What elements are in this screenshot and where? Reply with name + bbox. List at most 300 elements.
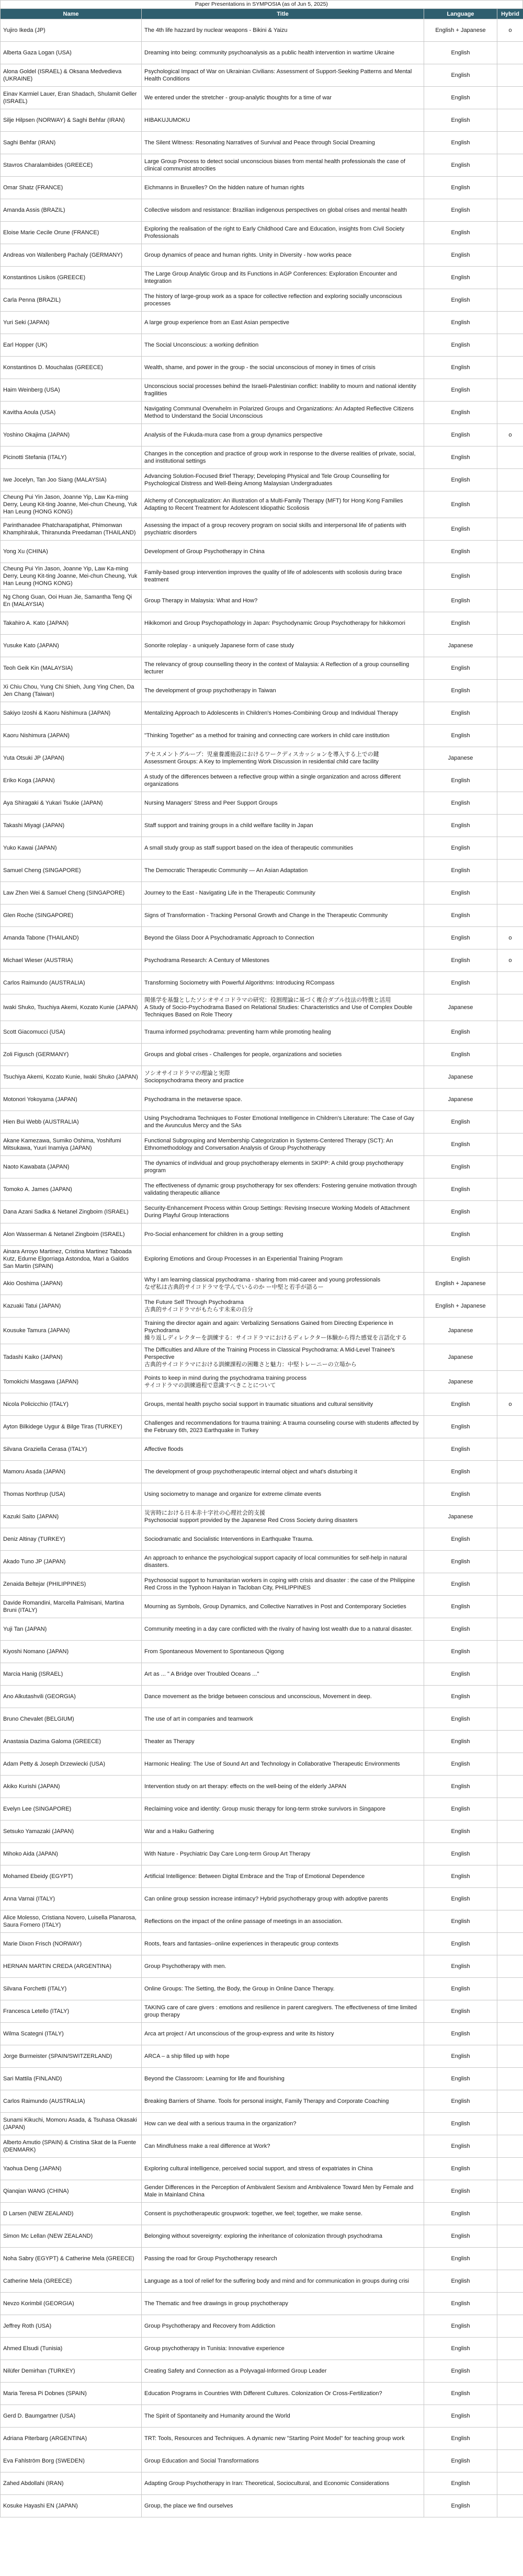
title-line: Affective floods (144, 1446, 184, 1452)
language-cell: English (424, 1134, 497, 1156)
title-cell (142, 1910, 424, 1933)
presenter-name-cell: Kaoru Nishimura (JAPAN) (1, 725, 142, 747)
presenter-name-cell: Qianqian WANG (CHINA) (1, 2180, 142, 2203)
language-cell: English (424, 702, 497, 725)
presenter-name-cell: Zahed Abdollahi (IRAN) (1, 2472, 142, 2495)
hybrid-cell (497, 2113, 523, 2135)
title-line: The Democratic Therapeutic Community — An Asian Adaptation (144, 867, 308, 874)
table-caption: Paper Presentations in SYMPOSIA (as of Jun 5, 2025) (0, 0, 523, 8)
presenter-name-cell: Einav Karmiel Lauer, Eran Shadach, Shulamit Geller (ISRAEL) (1, 87, 142, 109)
presenter-name-cell: Yuri Seki (JAPAN) (1, 312, 142, 334)
language-cell: English (424, 1021, 497, 1044)
table-row (1, 1776, 523, 1798)
hybrid-cell (497, 1528, 523, 1551)
title-cell (142, 792, 424, 815)
table-row (1, 244, 523, 267)
title-line: The Large Group Analytic Group and its Functions in AGP Conferences: Exploration Encounter and Integration (144, 271, 397, 284)
presenter-name-cell: Parinthanadee Phatcharapatiphat, Phimonwan Khamphiraluk, Thiranunda Preedaman (THAILAND) (1, 518, 142, 541)
title-line: Education Programs in Countries With Different Cultures. Colonization Or Cross-Fertilization? (144, 2390, 382, 2397)
table-row (1, 2472, 523, 2495)
title-cell (142, 1506, 424, 1528)
title-line: "Thinking Together" as a method for training and connecting care workers in child care institution (144, 732, 390, 739)
table-row (1, 64, 523, 87)
hybrid-cell (497, 2360, 523, 2383)
title-cell (142, 289, 424, 312)
table-row (1, 1273, 523, 1295)
presenter-name-cell: Silvana Forchetti (ITALY) (1, 1978, 142, 2000)
title-cell (142, 1843, 424, 1865)
language-cell: English (424, 1393, 497, 1416)
language-cell: English (424, 289, 497, 312)
title-line: Exploring the realisation of the right to Early Childhood Care and Education, insights from Civil Society Professionals (144, 226, 405, 239)
presenter-name-cell: Carla Penna (BRAZIL) (1, 289, 142, 312)
hybrid-cell: o (497, 949, 523, 972)
table-row (1, 2045, 523, 2068)
title-cell (142, 2338, 424, 2360)
title-cell (142, 563, 424, 590)
title-line: Group Psychotherapy and Recovery from Addiction (144, 2323, 276, 2329)
title-line: Advancing Solution-Focused Brief Therapy; Developing Physical and Tele Group Counselling for Psychological Distress and Well-Being Among Malaysian Undergraduates (144, 473, 390, 487)
hybrid-cell (497, 2315, 523, 2338)
language-cell: English (424, 1798, 497, 1821)
title-line: Theater as Therapy (144, 1738, 195, 1745)
hybrid-cell (497, 1506, 523, 1528)
title-cell (142, 244, 424, 267)
presenter-name-cell: Konstantinos Lisikos (GREECE) (1, 267, 142, 289)
language-cell: Japanese (424, 1344, 497, 1371)
table-row (1, 289, 523, 312)
hybrid-cell (497, 1089, 523, 1111)
language-cell: Japanese (424, 747, 497, 770)
table-row (1, 334, 523, 357)
table-row (1, 1371, 523, 1393)
title-cell (142, 1618, 424, 1641)
hybrid-cell (497, 2248, 523, 2270)
title-line: Staff support and training groups in a child welfare facility in Japan (144, 822, 313, 829)
presenter-name-cell: Sari Mattila (FINLAND) (1, 2068, 142, 2090)
table-row (1, 1955, 523, 1978)
table-row (1, 177, 523, 199)
hybrid-cell (497, 1821, 523, 1843)
hybrid-cell (497, 1888, 523, 1910)
title-cell (142, 747, 424, 770)
presenter-name-cell: Nicola Policicchio (ITALY) (1, 1393, 142, 1416)
presenter-name-cell: Haim Weinberg (USA) (1, 379, 142, 402)
hybrid-cell (497, 1318, 523, 1344)
title-cell (142, 1223, 424, 1246)
presenter-name-cell: Akiko Kurishi (JAPAN) (1, 1776, 142, 1798)
title-cell (142, 109, 424, 132)
hybrid-cell (497, 2180, 523, 2203)
table-row (1, 2428, 523, 2450)
table-row (1, 109, 523, 132)
language-cell: English (424, 177, 497, 199)
title-cell (142, 1551, 424, 1573)
presenter-name-cell: Aya Shiragaki & Yukari Tsukie (JAPAN) (1, 792, 142, 815)
presenter-name-cell: Cheung Pui Yin Jason, Joanne Yip, Law Ka-ming Derry, Leung Kit-ting Joanne, Mei-chun Cheung, Yuk Han Leung (HONG KONG) (1, 563, 142, 590)
title-cell (142, 2405, 424, 2428)
language-cell: English (424, 1573, 497, 1596)
title-cell (142, 1461, 424, 1483)
presenter-name-cell: Silvana Graziella Cerasa (ITALY) (1, 1438, 142, 1461)
title-cell (142, 2000, 424, 2023)
hybrid-cell (497, 2472, 523, 2495)
presenter-name-cell: Saghi Behfar (IRAN) (1, 132, 142, 154)
title-line: Group, the place we find ourselves (144, 2503, 233, 2509)
hybrid-cell (497, 2023, 523, 2045)
title-cell (142, 2383, 424, 2405)
table-row (1, 2405, 523, 2428)
language-cell: English (424, 927, 497, 949)
presenter-name-cell: Akio Ooshima (JAPAN) (1, 1273, 142, 1295)
title-cell (142, 1246, 424, 1273)
presenter-name-cell: Kosuke Hayashi EN (JAPAN) (1, 2495, 142, 2517)
title-line: The Spirit of Spontaneity and Humanity around the World (144, 2413, 290, 2419)
title-cell (142, 1865, 424, 1888)
presenter-name-cell: Ano Alkutashvili (GEORGIA) (1, 1686, 142, 1708)
hybrid-cell (497, 379, 523, 402)
language-cell: English (424, 680, 497, 702)
table-row (1, 590, 523, 612)
title-line: Beyond the Classroom: Learning for life and flourishing (144, 2076, 285, 2082)
table-row (1, 563, 523, 590)
title-cell (142, 402, 424, 424)
title-line: Roots, fears and fantasies--online experiences in therapeutic group contexts (144, 1941, 339, 1947)
table-row (1, 860, 523, 882)
title-line: Adapting Group Psychotherapy in Iran: Theoretical, Sociocultural, and Economic Considerations (144, 2480, 390, 2487)
presenter-name-cell: Adriana Piterbarg (ARGENTINA) (1, 2428, 142, 2450)
title-cell (142, 882, 424, 905)
title-cell (142, 199, 424, 222)
presenter-name-cell: Samuel Cheng (SINGAPORE) (1, 860, 142, 882)
title-cell (142, 1393, 424, 1416)
table-row (1, 1888, 523, 1910)
presenter-name-cell: Takashi Miyagi (JAPAN) (1, 815, 142, 837)
language-cell: English (424, 312, 497, 334)
language-cell: English (424, 2045, 497, 2068)
hybrid-cell (497, 1933, 523, 1955)
hybrid-cell (497, 491, 523, 518)
presenter-name-cell: Alon Wasserman & Netanel Zingboim (ISRAEL) (1, 1223, 142, 1246)
hybrid-cell (497, 837, 523, 860)
presenter-name-cell: Bruno Chevalet (BELGIUM) (1, 1708, 142, 1731)
presenter-name-cell: D Larsen (NEW ZEALAND) (1, 2203, 142, 2225)
title-cell (142, 680, 424, 702)
language-cell: English (424, 87, 497, 109)
title-cell (142, 1438, 424, 1461)
table-row (1, 2360, 523, 2383)
title-line-secondary: 古典的サイコドラマがもたらす未来の自分 (144, 1307, 253, 1313)
presenter-name-cell: Nevzo Korimbil (GEORGIA) (1, 2293, 142, 2315)
table-row (1, 132, 523, 154)
hybrid-cell (497, 1708, 523, 1731)
language-cell: Japanese (424, 1318, 497, 1344)
title-line: The development of group psychotherapy in Taiwan (144, 688, 276, 694)
title-line: HIBAKUJUMOKU (144, 117, 190, 123)
presenter-name-cell: Cheung Pui Yin Jason, Joanne Yip, Law Ka-ming Derry, Leung Kit-ting Joanne, Mei-chun Cheung, Yuk Han Leung (HONG KONG) (1, 491, 142, 518)
presenter-name-cell: Simon Mc Lellan (NEW ZEALAND) (1, 2225, 142, 2248)
title-cell (142, 1708, 424, 1731)
hybrid-cell (497, 87, 523, 109)
language-cell: English (424, 2428, 497, 2450)
presenter-name-cell: Yuji Tan (JAPAN) (1, 1618, 142, 1641)
hybrid-cell (497, 1686, 523, 1708)
title-cell (142, 518, 424, 541)
presenter-name-cell: Yuta Otsuki JP (JAPAN) (1, 747, 142, 770)
title-line: Family-based group intervention improves the quality of life of adolescents with scoliosis during brace treatment (144, 569, 402, 583)
title-line: Why I am learning classical psychodrama - sharing from mid-career and young professionals (144, 1277, 381, 1283)
table-row (1, 680, 523, 702)
presenter-name-cell: Sakiyo Izoshi & Kaoru Nishimura (JAPAN) (1, 702, 142, 725)
table-row (1, 1021, 523, 1044)
language-cell: English (424, 1416, 497, 1438)
hybrid-cell (497, 680, 523, 702)
hybrid-cell (497, 64, 523, 87)
language-cell: English (424, 1438, 497, 1461)
hybrid-cell: o (497, 927, 523, 949)
table-row (1, 949, 523, 972)
table-row (1, 1708, 523, 1731)
language-cell: English (424, 357, 497, 379)
table-row (1, 792, 523, 815)
language-cell: English (424, 64, 497, 87)
title-line: Transforming Sociometry with Powerful Algorithms: Introducing RCompass (144, 980, 335, 986)
language-cell: English (424, 563, 497, 590)
hybrid-cell (497, 905, 523, 927)
title-line: Creating Safety and Connection as a Polyvagal-Informed Group Leader (144, 2368, 327, 2374)
table-row (1, 2248, 523, 2270)
title-line: Group Therapy in Malaysia: What and How? (144, 598, 258, 604)
title-line: Dreaming into being: community psychoanalysis as a public health intervention in wartime Ukraine (144, 50, 395, 56)
title-line: Intervention study on art therapy: effects on the well-being of the elderly JAPAN (144, 1783, 347, 1790)
hybrid-cell (497, 1066, 523, 1089)
hybrid-cell (497, 1178, 523, 1201)
table-row (1, 199, 523, 222)
language-cell: Japanese (424, 1066, 497, 1089)
title-cell (142, 2495, 424, 2517)
title-line: Reclaiming voice and identity: Group music therapy for long-term stroke survivors in Singapore (144, 1806, 385, 1812)
presenter-name-cell: Motonori Yokoyama (JAPAN) (1, 1089, 142, 1111)
hybrid-cell (497, 612, 523, 635)
title-cell (142, 1776, 424, 1798)
table-row (1, 1089, 523, 1111)
table-row (1, 1731, 523, 1753)
table-row (1, 1663, 523, 1686)
language-cell: English (424, 2472, 497, 2495)
table-row (1, 2000, 523, 2023)
table-row (1, 1318, 523, 1344)
presenter-name-cell: Eva Fahlström Borg (SWEDEN) (1, 2450, 142, 2472)
language-cell: English (424, 1753, 497, 1776)
title-line: We entered under the stretcher - group-analytic thoughts for a time of war (144, 95, 332, 101)
title-line: Group Education and Social Transformations (144, 2458, 259, 2464)
title-cell (142, 379, 424, 402)
hybrid-cell (497, 1596, 523, 1618)
presenter-name-cell: Yoshino Okajima (JAPAN) (1, 424, 142, 446)
hybrid-cell (497, 1955, 523, 1978)
language-cell: English (424, 1821, 497, 1843)
table-row (1, 2293, 523, 2315)
language-cell: English (424, 1528, 497, 1551)
table-row (1, 1134, 523, 1156)
language-cell: English (424, 267, 497, 289)
table-row (1, 1393, 523, 1416)
hybrid-cell (497, 994, 523, 1021)
title-line: Psychosocial support to humanitarian workers in coping with crisis and disaster : the case of the Philippine Red Cross in the Typhoon Haiyan in Tacloban City, PHILIPPINES (144, 1577, 415, 1591)
title-line: Nursing Managers' Stress and Peer Support Groups (144, 800, 278, 806)
hybrid-cell (497, 1843, 523, 1865)
title-cell (142, 132, 424, 154)
presenter-name-cell: Deniz Altinay (TURKEY) (1, 1528, 142, 1551)
table-row (1, 1910, 523, 1933)
presenter-name-cell: Adam Petty & Joseph Drzewiecki (USA) (1, 1753, 142, 1776)
presenter-name-cell: Tomoko A. James (JAPAN) (1, 1178, 142, 1201)
hybrid-cell (497, 747, 523, 770)
presenter-name-cell: Teoh Geik Kin (MALAYSIA) (1, 657, 142, 680)
title-line: Can online group session increase intimacy? Hybrid psychotherapy group with adoptive parents (144, 1896, 388, 1902)
hybrid-cell (497, 2383, 523, 2405)
title-cell (142, 334, 424, 357)
hybrid-cell (497, 541, 523, 563)
table-row (1, 312, 523, 334)
presenter-name-cell: Akado Tuno JP (JAPAN) (1, 1551, 142, 1573)
presenter-name-cell: Kavitha Aoula (USA) (1, 402, 142, 424)
title-cell (142, 42, 424, 64)
title-line: Mourning as Symbols, Group Dynamics, and Collective Narratives in Post and Contemporary Societies (144, 1604, 406, 1610)
language-cell: English (424, 1461, 497, 1483)
title-cell (142, 1753, 424, 1776)
table-row (1, 469, 523, 491)
title-line: Sociodramatic and Socialistic Interventions in Earthquake Trauma. (144, 1536, 314, 1542)
language-cell: English (424, 1686, 497, 1708)
table-row (1, 1201, 523, 1223)
table-row (1, 446, 523, 469)
table-row (1, 1798, 523, 1821)
table-row (1, 1843, 523, 1865)
table-row (1, 1753, 523, 1776)
language-cell: English (424, 469, 497, 491)
title-line: Reflections on the impact of the online passage of meetings in an association. (144, 1918, 343, 1925)
table-row (1, 1978, 523, 2000)
presenter-name-cell: Stavros Charalambides (GREECE) (1, 154, 142, 177)
language-cell: English (424, 2293, 497, 2315)
hybrid-cell (497, 357, 523, 379)
title-cell (142, 177, 424, 199)
table-row (1, 1066, 523, 1089)
presenter-name-cell: Dana Azani Sadka & Netanel Zingboim (ISRAEL) (1, 1201, 142, 1223)
title-cell (142, 222, 424, 244)
presenter-name-cell: Davide Romandini, Marcella Palmisani, Martina Bruni (ITALY) (1, 1596, 142, 1618)
table-row (1, 518, 523, 541)
title-line: The Social Unconscious: a working definition (144, 342, 259, 348)
table-row (1, 1686, 523, 1708)
presenter-name-cell: Yusuke Kato (JAPAN) (1, 635, 142, 657)
language-cell: English (424, 2068, 497, 2090)
hybrid-cell (497, 1201, 523, 1223)
title-line: 関係学を基盤としたソシオサイコドラマの研究：役割理論に基づく複合ダブル技法の特徴と活用 (144, 997, 391, 1003)
table-row (1, 2450, 523, 2472)
table-row (1, 1044, 523, 1066)
language-cell: English (424, 1596, 497, 1618)
title-cell (142, 64, 424, 87)
language-cell: Japanese (424, 1506, 497, 1528)
language-cell: English (424, 612, 497, 635)
language-cell: English (424, 402, 497, 424)
title-cell (142, 491, 424, 518)
language-cell: English (424, 2383, 497, 2405)
hybrid-cell (497, 590, 523, 612)
table-row (1, 1438, 523, 1461)
title-cell (142, 612, 424, 635)
presenter-name-cell: Setsuko Yamazaki (JAPAN) (1, 1821, 142, 1843)
presenter-name-cell: Anna Varnai (ITALY) (1, 1888, 142, 1910)
table-row (1, 815, 523, 837)
presenter-name-cell: Yujiro Ikeda (JP) (1, 19, 142, 42)
language-cell: English (424, 2090, 497, 2113)
table-row (1, 837, 523, 860)
title-cell (142, 770, 424, 792)
title-line: Mentalizing Approach to Adolescents in Children's Homes-Combining Group and Individual Therapy (144, 710, 398, 716)
presenter-name-cell: Zenaida Beltejar (PHILIPPINES) (1, 1573, 142, 1596)
table-row (1, 19, 523, 42)
title-cell (142, 2180, 424, 2203)
language-cell: English (424, 1201, 497, 1223)
presenter-name-cell: Konstantinos D. Mouchalas (GREECE) (1, 357, 142, 379)
title-cell (142, 1528, 424, 1551)
presenter-name-cell: HERNAN MARTIN CREDA (ARGENTINA) (1, 1955, 142, 1978)
hybrid-cell (497, 1776, 523, 1798)
title-line: Eichmanns in Bruxelles? On the hidden nature of human rights (144, 185, 304, 191)
table-row (1, 2203, 523, 2225)
language-cell: English (424, 1044, 497, 1066)
hybrid-cell (497, 563, 523, 590)
title-cell (142, 2472, 424, 2495)
title-line: The effectiveness of dynamic group psychotherapy for sex offenders: Fostering genuine motivation through validating therapeutic alliance (144, 1183, 417, 1196)
table-row (1, 541, 523, 563)
hybrid-cell (497, 334, 523, 357)
table-row (1, 2225, 523, 2248)
table-row (1, 1246, 523, 1273)
title-line: ARCA – a ship filled up with hope (144, 2053, 230, 2059)
title-line: Passing the road for Group Psychotherapy research (144, 2256, 277, 2262)
hybrid-cell (497, 882, 523, 905)
presenter-name-cell: Omar Shatz (FRANCE) (1, 177, 142, 199)
language-cell: Japanese (424, 1089, 497, 1111)
presenter-name-cell: Naoto Kawabata (JAPAN) (1, 1156, 142, 1178)
hybrid-cell (497, 2450, 523, 2472)
title-line: Alchemy of Conceptualization: An illustration of a Multi-Family Therapy (MFT) for Hong Kong Families Adapting to Recent Treatment for Adolescent Idiopathic Scoliosis (144, 498, 403, 511)
title-line: アセスメントグループ：児童養護施設におけるワークディスカッションを導入する上での鍵 (144, 751, 379, 758)
presenter-name-cell: Carlos Raimundo (AUSTRALIA) (1, 2090, 142, 2113)
language-cell: English (424, 2135, 497, 2158)
presenter-name-cell: Eriko Koga (JAPAN) (1, 770, 142, 792)
presenter-name-cell: Francesca Letello (ITALY) (1, 2000, 142, 2023)
hybrid-cell (497, 725, 523, 747)
title-line-secondary: 繰り返しディレクターを訓練する：サイコドラマにおけるディレクター体験から得た感覚を言語化する (144, 1335, 407, 1341)
table-row (1, 1933, 523, 1955)
language-cell: English (424, 2203, 497, 2225)
table-row (1, 747, 523, 770)
language-cell: English (424, 1483, 497, 1506)
table-row (1, 702, 523, 725)
hybrid-cell (497, 132, 523, 154)
hybrid-cell (497, 1865, 523, 1888)
presenter-name-cell: Tomokichi Masgawa (JAPAN) (1, 1371, 142, 1393)
presenter-name-cell: Jeffrey Roth (USA) (1, 2315, 142, 2338)
title-cell (142, 725, 424, 747)
title-line: The dynamics of individual and group psychotherapy elements in SKIPP: A child group psychotherapy program (144, 1160, 404, 1174)
table-row (1, 2090, 523, 2113)
